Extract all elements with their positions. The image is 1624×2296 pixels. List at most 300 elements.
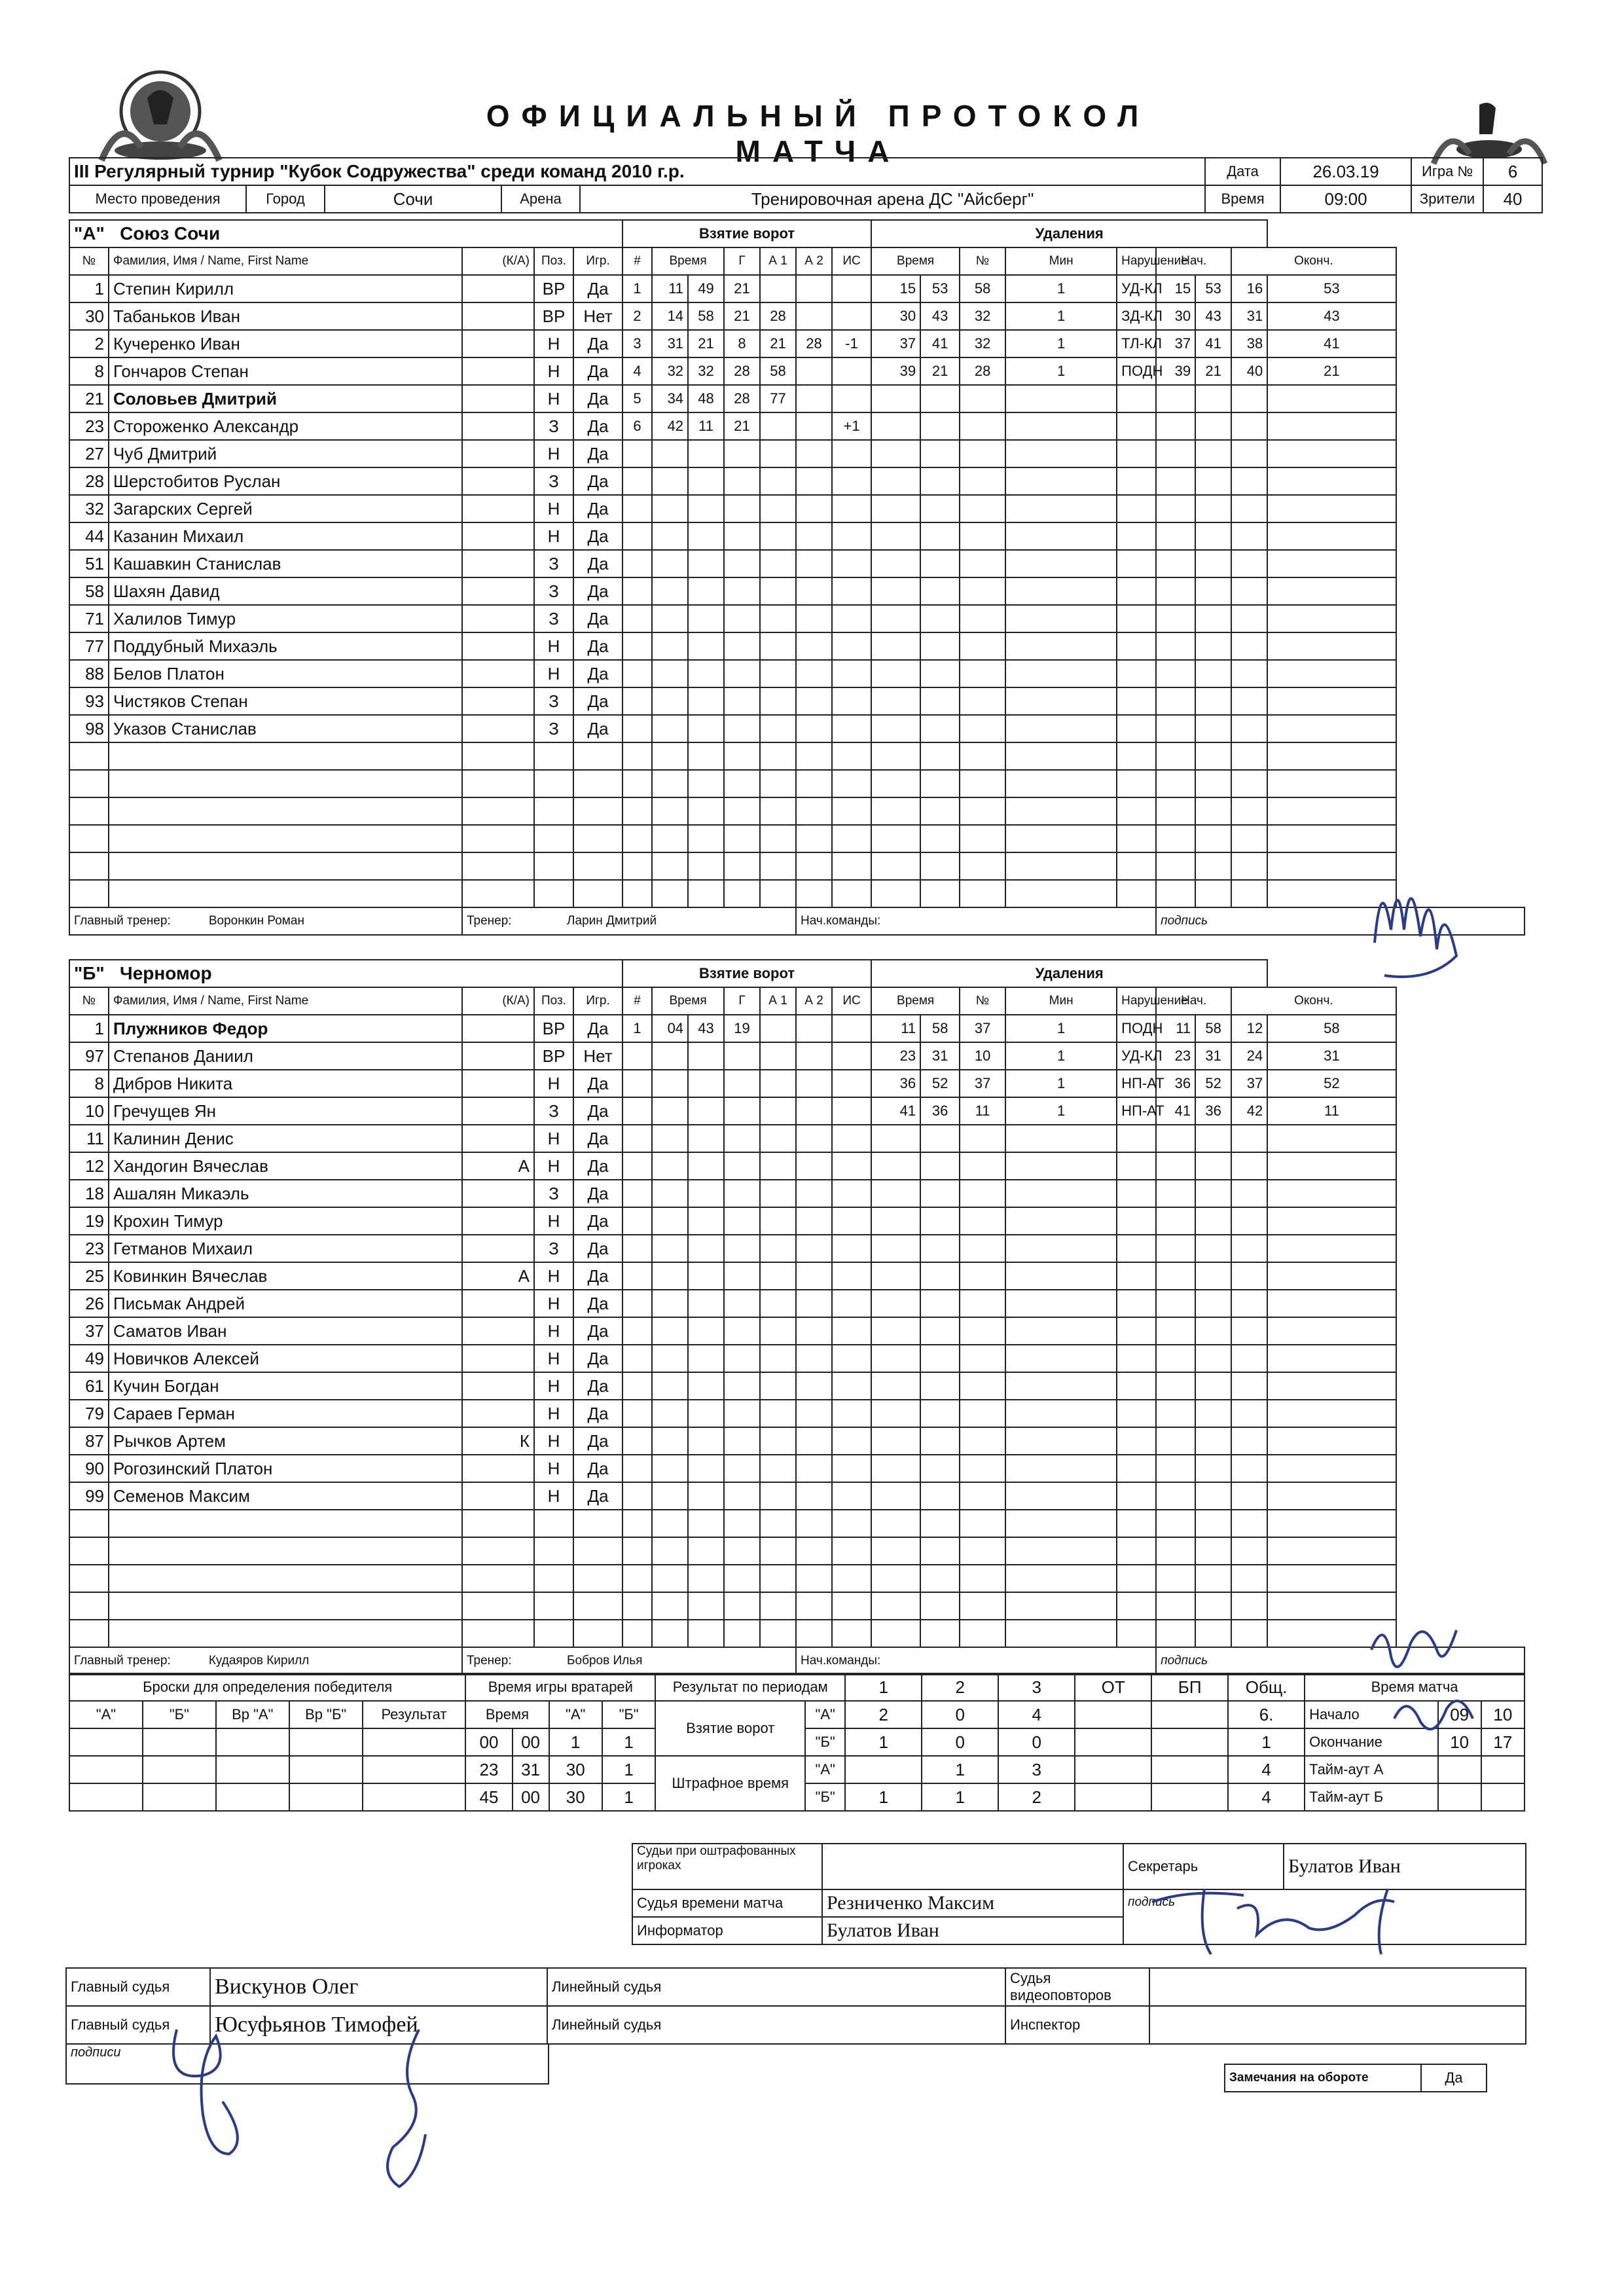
pen-start-min xyxy=(1156,797,1195,825)
goal-sec xyxy=(688,632,724,660)
pen-violation xyxy=(1117,412,1156,440)
col-goal-time: Время xyxy=(652,247,724,275)
player-name: Рычков Артем xyxy=(109,1427,462,1455)
pen-end-min xyxy=(1231,440,1267,467)
goal-number xyxy=(623,797,652,825)
goal-number xyxy=(623,660,652,687)
pen-end-min xyxy=(1231,852,1267,880)
goal-a2 xyxy=(796,1510,832,1537)
pen-end-sec xyxy=(1267,715,1396,742)
player-played: Да xyxy=(573,687,623,715)
goal-is xyxy=(832,440,871,467)
pen-end-sec xyxy=(1267,1180,1396,1207)
goal-a1 xyxy=(760,1180,796,1207)
pen-end-min xyxy=(1231,742,1267,770)
goal-a1 xyxy=(760,1097,796,1125)
pen-end-min xyxy=(1231,1180,1267,1207)
pen-start-min xyxy=(1156,880,1195,907)
goal-is xyxy=(832,1482,871,1510)
player-played: Да xyxy=(573,1207,623,1235)
player-name: Халилов Тимур xyxy=(109,605,462,632)
pen-sec xyxy=(920,1290,960,1317)
goal-a1 xyxy=(760,1345,796,1372)
player-position: Н xyxy=(534,1290,573,1317)
player-row xyxy=(69,1537,1525,1565)
pen-start-sec xyxy=(1195,1455,1231,1482)
player-number: 26 xyxy=(69,1290,109,1317)
video-judge-label: Судья видеоповторов xyxy=(1005,1968,1149,2006)
player-name: Указов Станислав xyxy=(109,715,462,742)
gk-sec: 00 xyxy=(513,1783,549,1811)
goal-min xyxy=(652,1565,688,1592)
goal-a2 xyxy=(796,550,832,577)
goal-scorer: 21 xyxy=(724,275,760,302)
goal-number xyxy=(623,1620,652,1647)
goal-number xyxy=(623,605,652,632)
player-row xyxy=(69,797,1525,825)
player-role xyxy=(462,1400,534,1427)
goal-min xyxy=(652,1152,688,1180)
pen-end-min xyxy=(1231,1235,1267,1262)
pen-violation xyxy=(1117,797,1156,825)
goal-number xyxy=(623,1455,652,1482)
goal-a1 xyxy=(760,550,796,577)
col-a2: А 2 xyxy=(796,987,832,1015)
player-row xyxy=(69,357,1525,385)
pen-minutes xyxy=(1005,1290,1117,1317)
signature-referee-1 xyxy=(157,2016,268,2167)
pen-end-sec xyxy=(1267,577,1396,605)
player-position: Н xyxy=(534,1455,573,1482)
player-position: Н xyxy=(534,1427,573,1455)
pen-player xyxy=(960,1510,1005,1537)
pen-start-min xyxy=(1156,715,1195,742)
pen-player xyxy=(960,715,1005,742)
pen-sec xyxy=(920,852,960,880)
player-role xyxy=(462,1482,534,1510)
pen-start-sec xyxy=(1195,1262,1231,1290)
goal-number xyxy=(623,770,652,797)
pen-sec: 31 xyxy=(920,1042,960,1070)
player-name xyxy=(109,825,462,852)
player-row xyxy=(69,1125,1525,1152)
pen-violation xyxy=(1117,495,1156,522)
pen-sec xyxy=(920,1317,960,1345)
pen-violation xyxy=(1117,440,1156,467)
pen-start-sec xyxy=(1195,1510,1231,1537)
pen-sec xyxy=(920,797,960,825)
pen-minutes xyxy=(1005,467,1117,495)
pen-start-sec xyxy=(1195,1482,1231,1510)
goal-sec xyxy=(688,522,724,550)
pen-sec xyxy=(920,660,960,687)
pen-player xyxy=(960,1180,1005,1207)
player-role xyxy=(462,1097,534,1125)
end-hour: 10 xyxy=(1438,1728,1481,1756)
pen-min xyxy=(871,1372,920,1400)
player-name: Хандогин Вячеслав xyxy=(109,1152,462,1180)
penalty-judges-label: Судьи при оштрафованных игроках xyxy=(632,1844,822,1889)
pen-min xyxy=(871,715,920,742)
player-played: Да xyxy=(573,715,623,742)
sum-cell: 1 xyxy=(845,1783,922,1811)
player-row xyxy=(69,302,1525,330)
pen-player xyxy=(960,1372,1005,1400)
pen-sec xyxy=(920,825,960,852)
pen-min xyxy=(871,1537,920,1565)
player-number: 58 xyxy=(69,577,109,605)
match-time-label: Время матча xyxy=(1305,1673,1525,1701)
pen-violation xyxy=(1117,385,1156,412)
pen-min xyxy=(871,1427,920,1455)
pen-start-min xyxy=(1156,550,1195,577)
player-row xyxy=(69,550,1525,577)
player-position xyxy=(534,880,573,907)
sum-team: "А" xyxy=(805,1756,845,1783)
col-scorer: Г xyxy=(724,987,760,1015)
goal-number xyxy=(623,1290,652,1317)
goal-a1 xyxy=(760,1125,796,1152)
player-row xyxy=(69,1042,1525,1070)
pen-sec xyxy=(920,1152,960,1180)
goal-sec xyxy=(688,1592,724,1620)
goal-a2 xyxy=(796,1537,832,1565)
pen-min: 15 xyxy=(871,275,920,302)
goal-a1 xyxy=(760,1372,796,1400)
player-row xyxy=(69,1427,1525,1455)
pen-sec xyxy=(920,1565,960,1592)
pen-start-min xyxy=(1156,632,1195,660)
col-name: Фамилия, Имя / Name, First Name xyxy=(109,987,462,1015)
player-role xyxy=(462,550,534,577)
goal-a2 xyxy=(796,1070,832,1097)
goal-min: 34 xyxy=(652,385,688,412)
goal-min xyxy=(652,1455,688,1482)
player-played: Да xyxy=(573,1097,623,1125)
pen-end-min xyxy=(1231,385,1267,412)
col-no: № xyxy=(69,987,109,1015)
goal-scorer: 21 xyxy=(724,412,760,440)
player-name xyxy=(109,1510,462,1537)
player-row xyxy=(69,440,1525,467)
pen-start-min xyxy=(1156,742,1195,770)
goal-number xyxy=(623,1180,652,1207)
pen-min: 41 xyxy=(871,1097,920,1125)
goal-a2 xyxy=(796,577,832,605)
pen-start-min xyxy=(1156,412,1195,440)
pen-end-min: 12 xyxy=(1231,1015,1267,1042)
goal-a1 xyxy=(760,1565,796,1592)
goal-sec xyxy=(688,1537,724,1565)
player-played xyxy=(573,797,623,825)
timekeeper-name: Резниченко Максим xyxy=(822,1889,1123,1917)
pen-player xyxy=(960,550,1005,577)
team-lead-label: Нач.команды: xyxy=(796,907,1156,935)
pen-player xyxy=(960,770,1005,797)
shootout-col-a: "А" xyxy=(69,1701,143,1728)
pen-end-min xyxy=(1231,1345,1267,1372)
goal-sec xyxy=(688,770,724,797)
pen-start-sec xyxy=(1195,632,1231,660)
goal-number: 5 xyxy=(623,385,652,412)
pen-violation xyxy=(1117,467,1156,495)
pen-end-sec xyxy=(1267,1207,1396,1235)
player-number: 37 xyxy=(69,1317,109,1345)
goal-min xyxy=(652,1125,688,1152)
player-played: Да xyxy=(573,1290,623,1317)
pen-violation xyxy=(1117,1317,1156,1345)
player-position: Н xyxy=(534,440,573,467)
pen-min xyxy=(871,852,920,880)
pen-player xyxy=(960,825,1005,852)
player-role xyxy=(462,330,534,357)
goal-sec xyxy=(688,1482,724,1510)
goal-a2 xyxy=(796,852,832,880)
col-pos: Поз. xyxy=(534,247,573,275)
goal-is xyxy=(832,1125,871,1152)
place-label: Место проведения xyxy=(69,185,246,213)
col-a1: А 1 xyxy=(760,987,796,1015)
sum-cell xyxy=(1075,1756,1151,1783)
player-row xyxy=(69,880,1525,907)
pen-end-sec xyxy=(1267,660,1396,687)
period-3: 3 xyxy=(998,1673,1075,1701)
pen-end-min xyxy=(1231,1152,1267,1180)
player-name xyxy=(109,1620,462,1647)
pen-violation xyxy=(1117,1235,1156,1262)
goal-min xyxy=(652,1290,688,1317)
goal-a2 xyxy=(796,797,832,825)
goal-sec xyxy=(688,495,724,522)
goal-a1 xyxy=(760,880,796,907)
pen-sec xyxy=(920,715,960,742)
pen-violation: НП-АТ xyxy=(1117,1097,1156,1125)
player-number xyxy=(69,1510,109,1537)
pen-end-min xyxy=(1231,467,1267,495)
informer-label: Информатор xyxy=(632,1917,822,1944)
pen-start-min xyxy=(1156,1565,1195,1592)
goal-a1 xyxy=(760,467,796,495)
secretary-label: Секретарь xyxy=(1123,1844,1284,1889)
player-number: 99 xyxy=(69,1482,109,1510)
player-played: Да xyxy=(573,1427,623,1455)
pen-start-sec xyxy=(1195,412,1231,440)
goal-a2 xyxy=(796,412,832,440)
pen-end-sec xyxy=(1267,412,1396,440)
secretary-sign-label: подпись xyxy=(1128,1895,1176,1909)
player-played: Да xyxy=(573,577,623,605)
goal-min xyxy=(652,687,688,715)
player-number: 11 xyxy=(69,1125,109,1152)
pen-player xyxy=(960,742,1005,770)
pen-minutes xyxy=(1005,1345,1117,1372)
start-hour: 09 xyxy=(1438,1701,1481,1728)
pen-sec xyxy=(920,550,960,577)
goal-scorer xyxy=(724,632,760,660)
goal-is xyxy=(832,467,871,495)
goal-a1 xyxy=(760,1317,796,1345)
player-number: 30 xyxy=(69,302,109,330)
player-number xyxy=(69,852,109,880)
player-name: Новичков Алексей xyxy=(109,1345,462,1372)
player-number: 98 xyxy=(69,715,109,742)
player-name: Степин Кирилл xyxy=(109,275,462,302)
player-played xyxy=(573,1592,623,1620)
pen-end-min: 42 xyxy=(1231,1097,1267,1125)
pen-min xyxy=(871,467,920,495)
goals-header: Взятие ворот xyxy=(623,220,871,247)
goal-sec xyxy=(688,660,724,687)
player-number: 87 xyxy=(69,1427,109,1455)
player-row xyxy=(69,1262,1525,1290)
player-name: Стороженко Александр xyxy=(109,412,462,440)
pen-end-min xyxy=(1231,880,1267,907)
goal-sec: 43 xyxy=(688,1015,724,1042)
goal-min xyxy=(652,660,688,687)
player-played: Нет xyxy=(573,302,623,330)
gk-b: 1 xyxy=(602,1756,655,1783)
pen-minutes xyxy=(1005,660,1117,687)
player-role xyxy=(462,1070,534,1097)
player-number: 79 xyxy=(69,1400,109,1427)
goal-number: 6 xyxy=(623,412,652,440)
sum-cell: 0 xyxy=(922,1701,998,1728)
pen-min xyxy=(871,1125,920,1152)
player-played: Да xyxy=(573,1180,623,1207)
pen-end-min xyxy=(1231,1290,1267,1317)
goal-min: 11 xyxy=(652,275,688,302)
pen-player xyxy=(960,1427,1005,1455)
pen-start-sec xyxy=(1195,852,1231,880)
player-number: 8 xyxy=(69,1070,109,1097)
pen-player xyxy=(960,660,1005,687)
pen-sec xyxy=(920,1345,960,1372)
player-played: Да xyxy=(573,550,623,577)
goal-min xyxy=(652,1400,688,1427)
player-number xyxy=(69,1620,109,1647)
goal-min xyxy=(652,577,688,605)
goal-a2 xyxy=(796,302,832,330)
player-number: 97 xyxy=(69,1042,109,1070)
pen-minutes xyxy=(1005,1565,1117,1592)
player-played xyxy=(573,1565,623,1592)
goal-a2 xyxy=(796,1262,832,1290)
sum-cell xyxy=(1075,1728,1151,1756)
pen-end-min xyxy=(1231,797,1267,825)
pen-start-min xyxy=(1156,1537,1195,1565)
goal-a1 xyxy=(760,1482,796,1510)
pim-row-label: Штрафное время xyxy=(655,1756,805,1811)
player-played xyxy=(573,852,623,880)
sum-team: "Б" xyxy=(805,1783,845,1811)
pen-sec xyxy=(920,385,960,412)
pen-violation: НП-АТ xyxy=(1117,1070,1156,1097)
pen-sec xyxy=(920,1125,960,1152)
pen-end-min: 16 xyxy=(1231,275,1267,302)
goal-a1 xyxy=(760,1427,796,1455)
pen-end-sec xyxy=(1267,1510,1396,1537)
player-position: З xyxy=(534,577,573,605)
gk-b: 1 xyxy=(602,1728,655,1756)
goal-sec: 49 xyxy=(688,275,724,302)
goal-number xyxy=(623,522,652,550)
pen-start-min xyxy=(1156,1180,1195,1207)
pen-start-min xyxy=(1156,1510,1195,1537)
pen-start-min xyxy=(1156,1592,1195,1620)
goal-is xyxy=(832,687,871,715)
player-number xyxy=(69,742,109,770)
pen-start-sec xyxy=(1195,715,1231,742)
goal-min xyxy=(652,467,688,495)
goal-min: 31 xyxy=(652,330,688,357)
pen-minutes xyxy=(1005,1537,1117,1565)
pen-minutes xyxy=(1005,1207,1117,1235)
player-position: Н xyxy=(534,1317,573,1345)
pen-minutes xyxy=(1005,440,1117,467)
gk-sec: 31 xyxy=(513,1756,549,1783)
pen-violation xyxy=(1117,1207,1156,1235)
timeout-b-label: Тайм-аут Б xyxy=(1305,1783,1437,1811)
player-played xyxy=(573,742,623,770)
pen-player xyxy=(960,1262,1005,1290)
player-role xyxy=(462,742,534,770)
goal-scorer xyxy=(724,522,760,550)
player-role xyxy=(462,1042,534,1070)
pen-end-min xyxy=(1231,1620,1267,1647)
goal-a1 xyxy=(760,1455,796,1482)
gk-col-time: Время xyxy=(465,1701,549,1728)
pen-minutes xyxy=(1005,577,1117,605)
col-pen-time: Время xyxy=(871,987,960,1015)
goals-row-label: Взятие ворот xyxy=(655,1701,805,1756)
goal-a2 xyxy=(796,632,832,660)
pen-start-min xyxy=(1156,1482,1195,1510)
player-name: Чистяков Степан xyxy=(109,687,462,715)
head-coach-name: Кудаяров Кирилл xyxy=(208,1654,310,1667)
goal-sec xyxy=(688,687,724,715)
goal-number xyxy=(623,1400,652,1427)
goal-min xyxy=(652,1482,688,1510)
pen-player xyxy=(960,1317,1005,1345)
pen-minutes: 1 xyxy=(1005,1097,1117,1125)
goal-sec xyxy=(688,742,724,770)
pen-end-sec xyxy=(1267,687,1396,715)
goal-number xyxy=(623,1042,652,1070)
pen-start-sec xyxy=(1195,385,1231,412)
player-position: З xyxy=(534,467,573,495)
goal-min xyxy=(652,1510,688,1537)
pen-min xyxy=(871,577,920,605)
pen-start-sec xyxy=(1195,577,1231,605)
goal-sec xyxy=(688,1262,724,1290)
player-row xyxy=(69,770,1525,797)
player-role xyxy=(462,440,534,467)
player-position: Н xyxy=(534,1152,573,1180)
pen-end-min xyxy=(1231,1537,1267,1565)
goal-number xyxy=(623,687,652,715)
arena-label: Арена xyxy=(501,185,580,213)
pen-end-min xyxy=(1231,1565,1267,1592)
player-played: Да xyxy=(573,357,623,385)
goal-min xyxy=(652,1207,688,1235)
pen-sec: 58 xyxy=(920,1015,960,1042)
player-position: Н xyxy=(534,1372,573,1400)
player-number: 44 xyxy=(69,522,109,550)
inspector-label: Инспектор xyxy=(1005,2006,1149,2044)
player-row xyxy=(69,825,1525,852)
goal-a1 xyxy=(760,742,796,770)
goal-a1 xyxy=(760,1537,796,1565)
